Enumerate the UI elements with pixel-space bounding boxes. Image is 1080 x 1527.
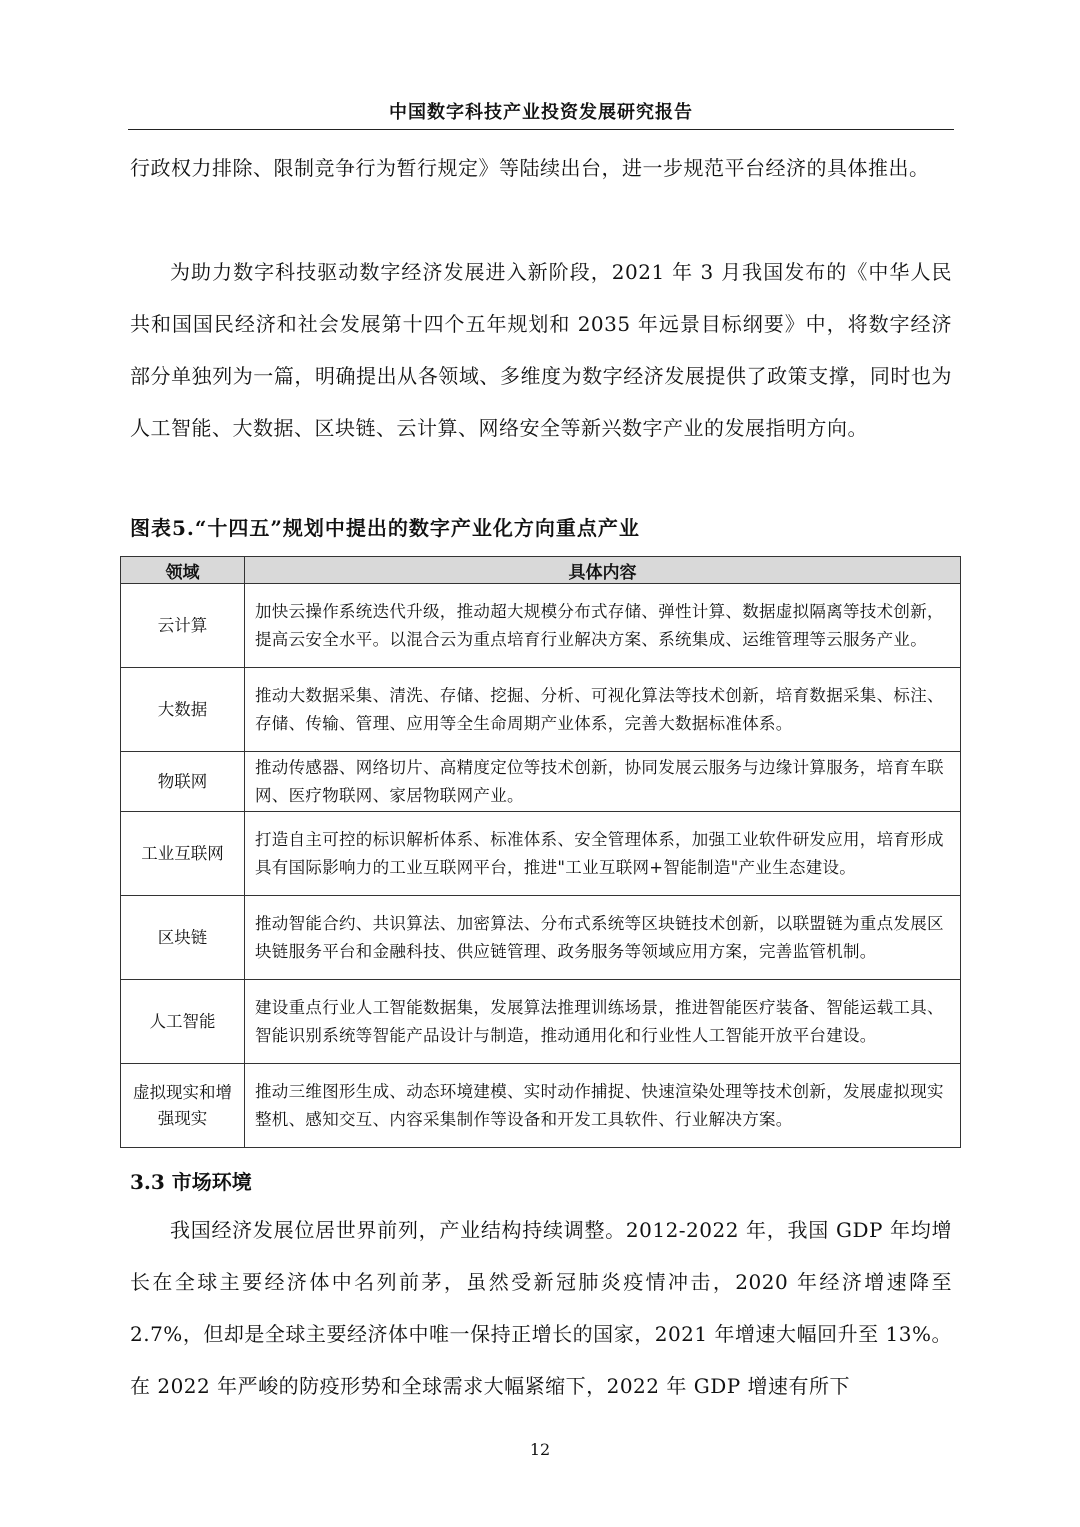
row-content-vr-ar: 推动三维图形生成、动态环境建模、实时动作捕捉、快速渲染处理等技术创新，发展虚拟现实整机、感知交互、内容采集制作等设备和开发工具软件、行业解决方案。 bbox=[245, 1064, 961, 1148]
row-area-industrial-internet: 工业互联网 bbox=[121, 812, 245, 896]
row-area-vr-ar: 虚拟现实和增强现实 bbox=[121, 1064, 245, 1148]
paragraph-fourteenth-five-year-plan: 为助力数字科技驱动数字经济发展进入新阶段，2021 年 3 月我国发布的《中华人民共和国国民经济和社会发展第十四个五年规划和 2035 年远景目标纲要》中，将数字经济部分单独列为一篇，明确提出从各领域、多维度为数字经济发展提供了政策支撑，同时也为人工智能、大数据、区块链、云计算、网络安全等新兴数字产业的发展指明方向。 bbox=[130, 260, 952, 440]
row-area-cloud-computing: 云计算 bbox=[121, 584, 245, 668]
table-row bbox=[121, 812, 961, 896]
table-row bbox=[121, 584, 961, 668]
row-content-big-data: 推动大数据采集、清洗、存储、挖掘、分析、可视化算法等技术创新，培育数据采集、标注、存储、传输、管理、应用等全生命周期产业体系，完善大数据标准体系。 bbox=[245, 668, 961, 752]
column-header-area: 领域 bbox=[121, 557, 245, 584]
paragraph-continuation: 行政权力排除、限制竞争行为暂行规定》等陆续出台，进一步规范平台经济的具体推出。 bbox=[130, 156, 930, 180]
row-area-iot: 物联网 bbox=[121, 752, 245, 812]
section-title: 3.3 市场环境 bbox=[130, 1170, 252, 1194]
table-row bbox=[121, 980, 961, 1064]
row-content-ai: 建设重点行业人工智能数据集，发展算法推理训练场景，推进智能医疗装备、智能运载工具、智能识别系统等智能产品设计与制造，推动通用化和行业性人工智能开放平台建设。 bbox=[245, 980, 961, 1064]
row-area-ai: 人工智能 bbox=[121, 980, 245, 1064]
table-row bbox=[121, 1064, 961, 1148]
header-divider bbox=[128, 129, 954, 130]
table-row bbox=[121, 752, 961, 812]
row-content-blockchain: 推动智能合约、共识算法、加密算法、分布式系统等区块链技术创新，以联盟链为重点发展区块链服务平台和金融科技、供应链管理、政务服务等领域应用方案，完善监管机制。 bbox=[245, 896, 961, 980]
column-header-content: 具体内容 bbox=[245, 557, 961, 584]
page-number: 12 bbox=[529, 1440, 551, 1459]
row-area-blockchain: 区块链 bbox=[121, 896, 245, 980]
row-content-industrial-internet: 打造自主可控的标识解析体系、标准体系、安全管理体系，加强工业软件研发应用，培育形成具有国际影响力的工业互联网平台，推进"工业互联网+智能制造"产业生态建设。 bbox=[245, 812, 961, 896]
row-content-cloud-computing: 加快云操作系统迭代升级，推动超大规模分布式存储、弹性计算、数据虚拟隔离等技术创新，提高云安全水平。以混合云为重点培育行业解决方案、系统集成、运维管理等云服务产业。 bbox=[245, 584, 961, 668]
row-area-big-data: 大数据 bbox=[121, 668, 245, 752]
running-header: 中国数字科技产业投资发展研究报告 bbox=[389, 102, 693, 123]
table-row bbox=[121, 668, 961, 752]
table-header-row bbox=[121, 557, 961, 584]
paragraph-market-environment: 我国经济发展位居世界前列，产业结构持续调整。2012-2022 年，我国 GDP 年均增长在全球主要经济体中名列前茅，虽然受新冠肺炎疫情冲击，2020 年经济增速降至 2.7%，但却是全球主要经济体中唯一保持正增长的国家，2021 年增速大幅回升至 13%。在 2022 年严峻的防疫形势和全球需求大幅紧缩下，2022 年 GDP 增速有所下 bbox=[130, 1218, 952, 1398]
table-caption: 图表5.“十四五”规划中提出的数字产业化方向重点产业 bbox=[130, 516, 640, 540]
key-industries-table bbox=[120, 556, 961, 1148]
row-content-iot: 推动传感器、网络切片、高精度定位等技术创新，协同发展云服务与边缘计算服务，培育车联网、医疗物联网、家居物联网产业。 bbox=[245, 752, 961, 812]
table-row bbox=[121, 896, 961, 980]
